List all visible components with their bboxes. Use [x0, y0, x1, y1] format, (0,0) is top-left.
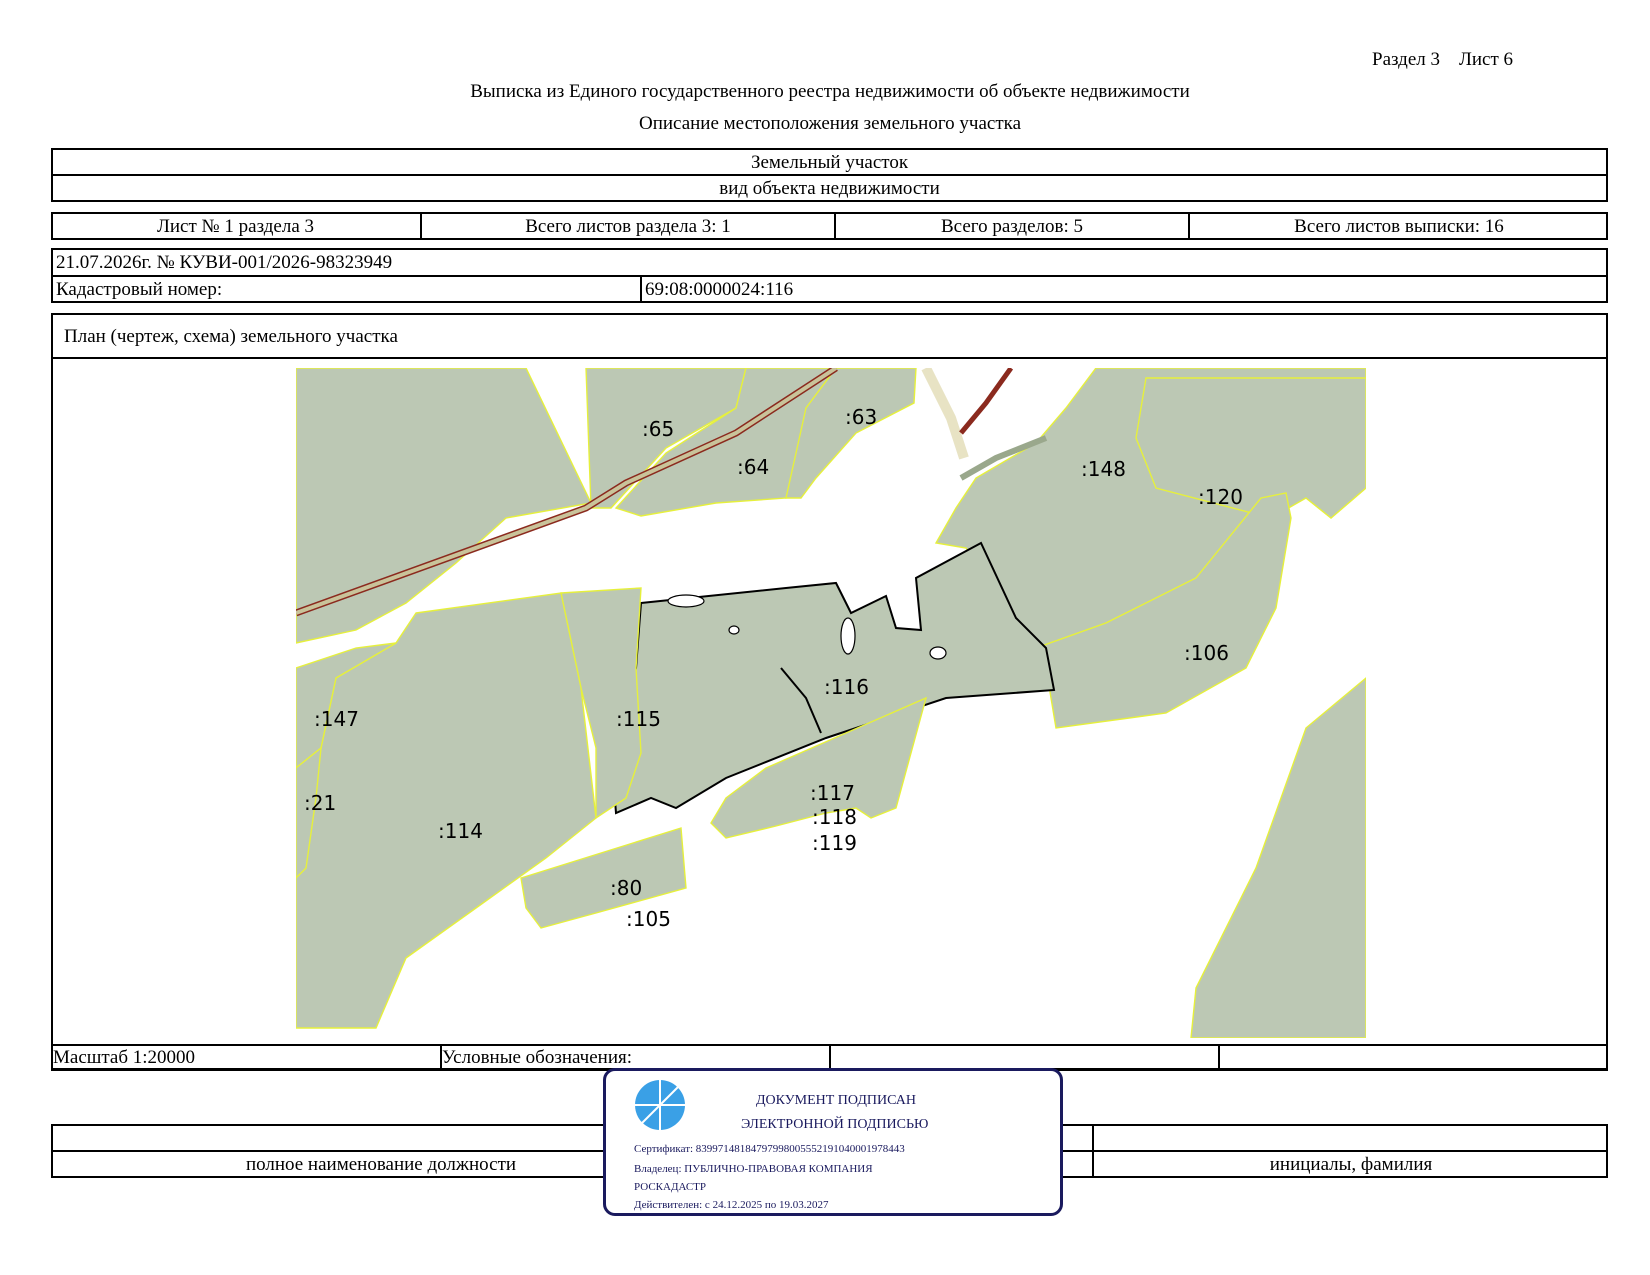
total-extract-sheets: Всего листов выписки: 16 — [1294, 215, 1504, 237]
parcel-label: :21 — [304, 791, 337, 815]
cadastral-number: 69:08:0000024:116 — [645, 279, 794, 300]
parcel-label: :118 — [812, 805, 857, 829]
parcel-label: :119 — [812, 831, 857, 855]
parcel-label: :105 — [626, 907, 671, 931]
parcel-label: :64 — [737, 455, 770, 479]
parcel-label: :114 — [438, 819, 483, 843]
scale-label: Масштаб 1:20000 — [53, 1046, 196, 1068]
parcel-label: :117 — [810, 781, 855, 805]
position-caption: полное наименование должности — [245, 1153, 517, 1175]
stamp-line1: ДОКУМЕНТ ПОДПИСАН — [756, 1093, 916, 1108]
e-signature-stamp — [603, 1068, 1063, 1216]
record-date-number: 21.07.2026г. № КУВИ-001/2026-98323949 — [56, 252, 393, 273]
cadastral-label: Кадастровый номер: — [56, 279, 223, 300]
stamp-certificate: Сертификат: 839971481847979980055521910400019784​43 — [634, 1143, 905, 1155]
parcel-label: :63 — [845, 405, 878, 429]
stamp-owner2: РОСКАДАСТР — [634, 1181, 707, 1193]
total-section-sheets: Всего листов раздела 3: 1 — [525, 215, 731, 237]
parcel-label: :115 — [616, 707, 661, 731]
object-caption: вид объекта недвижимости — [719, 177, 940, 199]
sheet-number: Лист № 1 раздела 3 — [156, 215, 315, 237]
section-sheet-label: Раздел 3 Лист 6 — [1372, 49, 1514, 70]
parcel-label: :106 — [1184, 641, 1229, 665]
cadastral-map — [296, 368, 1366, 1038]
plan-title: План (чертеж, схема) земельного участка — [64, 325, 398, 347]
object-name: Земельный участок — [750, 151, 909, 173]
parcel-label: :80 — [610, 876, 643, 900]
total-sections: Всего разделов: 5 — [940, 215, 1084, 237]
legend-label: Условные обозначения: — [442, 1046, 633, 1068]
document-title: Выписка из Единого государственного реестра недвижимости об объекте недвижимости — [470, 81, 1190, 102]
stamp-owner: Владелец: ПУБЛИЧНО-ПРАВОВАЯ КОМПАНИЯ — [634, 1163, 873, 1175]
parcel-label: :65 — [642, 417, 675, 441]
stamp-valid: Действителен: с 24.12.2025 по 19.03.2027 — [634, 1199, 829, 1211]
document-subtitle: Описание местоположения земельного участка — [638, 113, 1022, 134]
emblem-icon — [634, 1079, 686, 1131]
name-caption: инициалы, фамилия — [1269, 1153, 1433, 1175]
parcel-label: :120 — [1198, 485, 1243, 509]
stamp-line2: ЭЛЕКТРОННОЙ ПОДПИСЬЮ — [741, 1117, 929, 1132]
parcel-label: :148 — [1081, 457, 1126, 481]
parcel-label: :116 — [824, 675, 869, 699]
parcel-label: :147 — [314, 707, 359, 731]
